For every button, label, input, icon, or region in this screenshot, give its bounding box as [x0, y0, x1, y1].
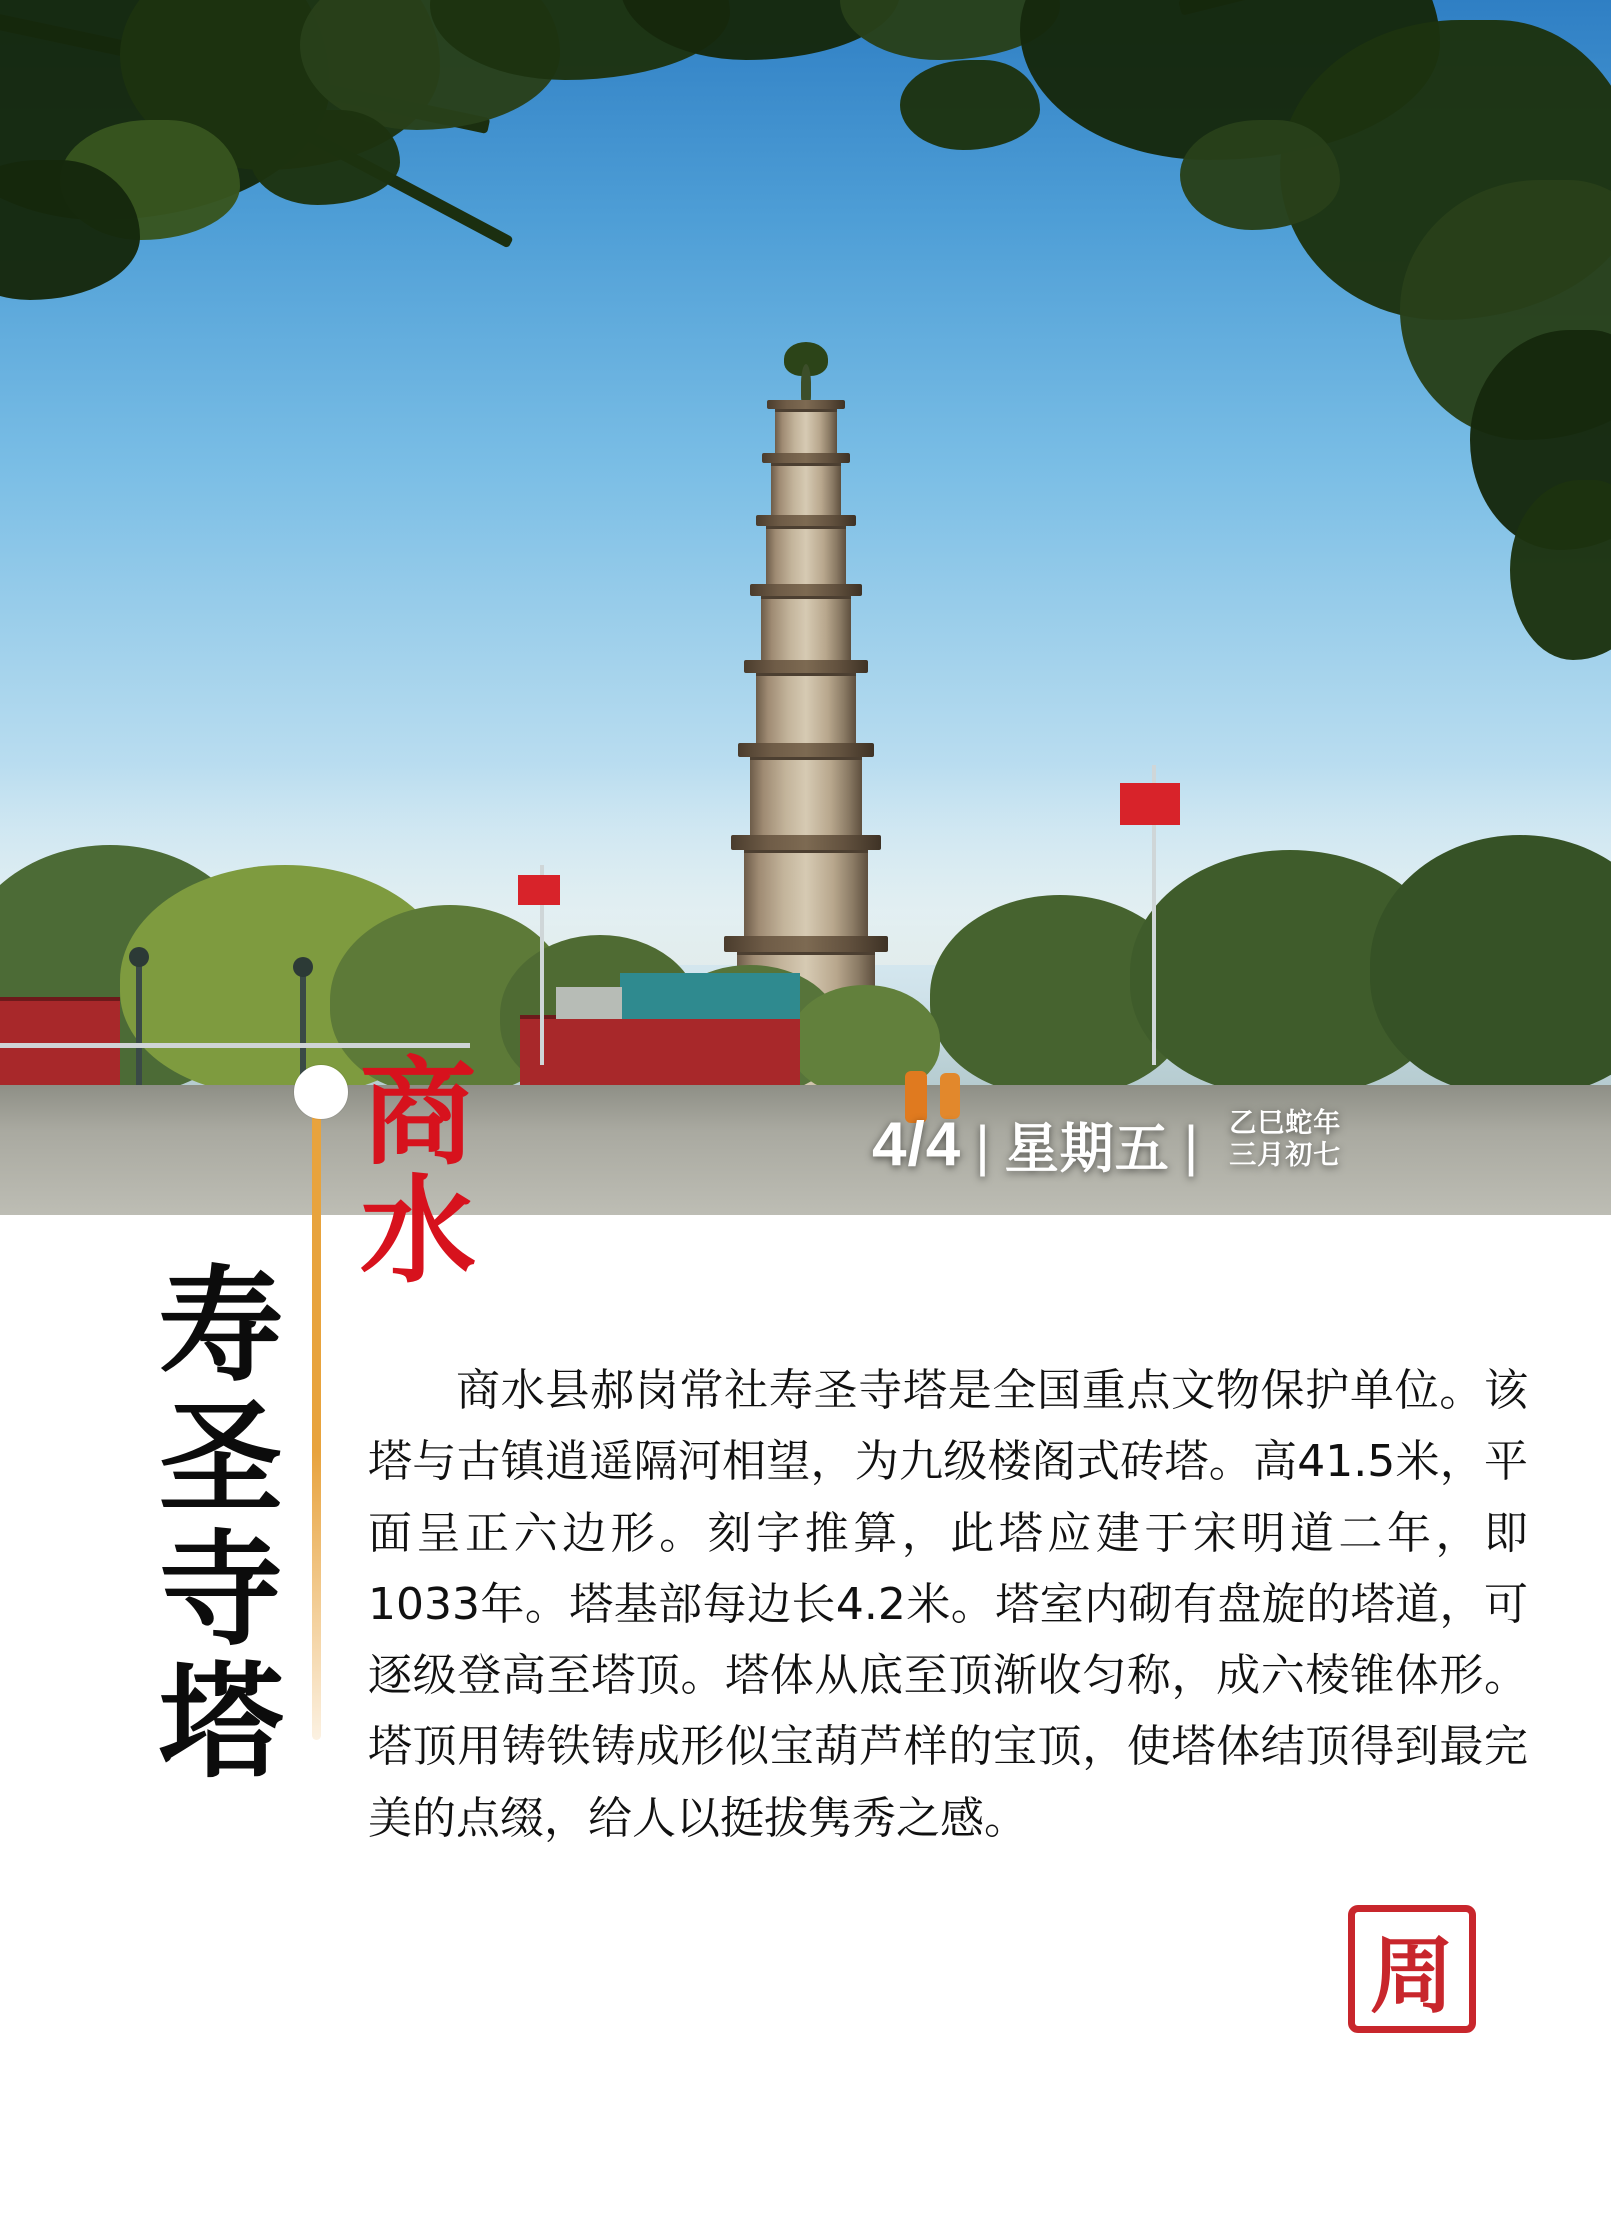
date-number: 4/4 [872, 1109, 962, 1179]
date-separator-right: | [1183, 1113, 1200, 1177]
accent-divider [312, 1100, 321, 1740]
date-strip [872, 1108, 1342, 1180]
lunar-day: 三月初七 [1229, 1139, 1342, 1171]
page-title: 寿圣寺塔 [138, 1260, 282, 1788]
lunar-year: 乙巳蛇年 [1229, 1108, 1342, 1139]
city-name-char-1: 商水 [360, 1046, 478, 1300]
divider-dot-icon [294, 1065, 348, 1119]
article-body: 商水县郝岗常社寿圣寺塔是全国重点文物保护单位。该塔与古镇逍遥隔河相望，为九级楼阁式砖塔。高41.5米，平面呈正六边形。刻字推算，此塔应建于宋明道二年，即1033年。塔基部每边长4.2米。塔室内砌有盘旋的塔道，可逐级登高至塔顶。塔体从底至顶渐收匀称，成六棱锥体形。塔顶用铸铁铸成形似宝葫芦样的宝顶，使塔体结顶得到最完美的点缀，给人以挺拔隽秀之感。 [368, 1365, 1528, 1844]
seal-character: 周 [1369, 1926, 1454, 2025]
ground-plaza [0, 1085, 1611, 1215]
date-separator-left: | [975, 1113, 991, 1177]
city-name [360, 1046, 490, 1300]
weekday-label: 星期五 [1004, 1116, 1170, 1180]
seal-stamp [1348, 1905, 1476, 2033]
lunar-date-block [1229, 1108, 1341, 1176]
